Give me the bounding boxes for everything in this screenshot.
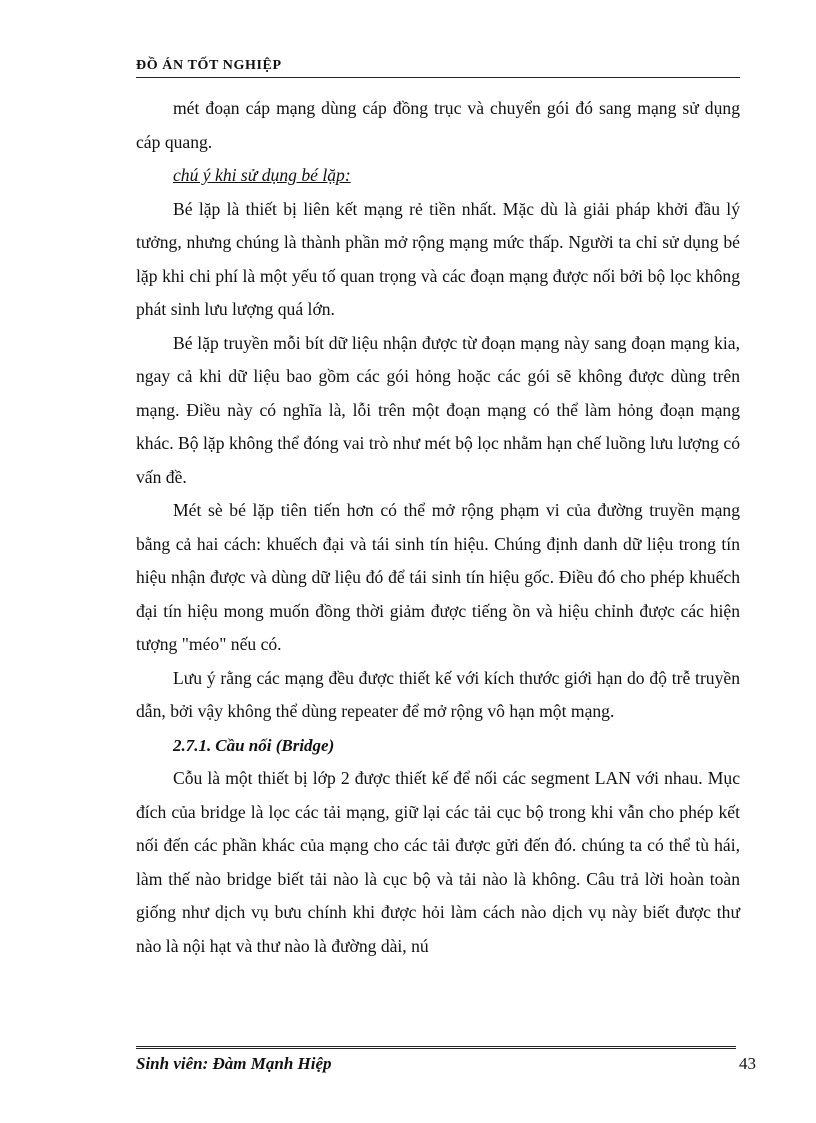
paragraph: Bé lặp là thiết bị liên kết mạng rẻ tiền nhất. Mặc dù là giải pháp khởi đầu lý tưởng, nhưng chúng là thành phần mở rộng mạng mức thấp. Người ta chỉ sử dụng bé lặp khi chi phí là một yếu tố quan trọng và các đoạn mạng được nối bởi bộ lọc không phát sinh lưu lượng quá lớn. xyxy=(136,198,740,319)
page-number: 43 xyxy=(739,1054,756,1073)
paragraph: Bé lặp truyền mỗi bít dữ liệu nhận được từ đoạn mạng này sang đoạn mạng kia, ngay cả khi dữ liệu bao gồm các gói hỏng hoặc các gói sẽ không được dùng trên mạng. Điều này có nghĩa là, lỗi trên một đoạn mạng có thể làm hỏng đoạn mạng khác. Bộ lặp không thể đóng vai trò như mét bộ lọc nhằm hạn chế luồng lưu lượng có vấn đề. xyxy=(136,332,740,487)
paragraph: Cỗu là một thiết bị lớp 2 được thiết kế để nối các segment LAN với nhau. Mục đích của bridge là lọc các tải mạng, giữ lại các tải cục bộ trong khi vẫn cho phép kết nối đến các phần khác của mạng cho các tải được gửi đến đó. chúng ta có thể tù hái, làm thế nào bridge biết tải nào là cục bộ và tải nào là không. Câu trả lời hoàn toàn giống như dịch vụ bưu chính khi được hỏi làm cách nào dịch vụ này biết được thư nào là nội hạt và thư nào là đường dài, nú xyxy=(136,768,740,956)
paragraph: Lưu ý rằng các mạng đều được thiết kế với kích thước giới hạn do độ trễ truyền dẫn, bởi vậy không thể dùng repeater để mở rộng vô hạn một mạng. xyxy=(136,667,740,721)
footer-student-name: Sinh viên: Đàm Mạnh Hiệp xyxy=(136,1054,332,1073)
document-body xyxy=(136,92,740,963)
section-heading xyxy=(136,729,740,763)
section-title: Cầu nối (Bridge) xyxy=(215,735,335,755)
note-heading: chú ý khi sử dụng bé lặp: xyxy=(173,165,351,185)
section-number: 2.7.1. xyxy=(173,735,212,755)
paragraph-continuation: mét đoạn cáp mạng dùng cáp đồng trục và chuyển gói đó sang mạng sử dụng cáp quang. xyxy=(136,98,740,152)
document-header: ĐỒ ÁN TỐT NGHIỆP xyxy=(136,58,740,78)
footer-rule xyxy=(136,1046,736,1049)
paragraph: Mét sè bé lặp tiên tiến hơn có thể mở rộng phạm vi của đường truyền mạng bằng cả hai cách: khuếch đại và tái sinh tín hiệu. Chúng định danh dữ liệu trong tín hiệu nhận được và dùng dữ liệu đó để tái sinh tín hiệu gốc. Điều đó cho phép khuếch đại tín hiệu mong muốn đồng thời giảm được tiếng ồn và hiệu chỉnh được các hiện tượng "méo" nếu có. xyxy=(136,500,740,654)
